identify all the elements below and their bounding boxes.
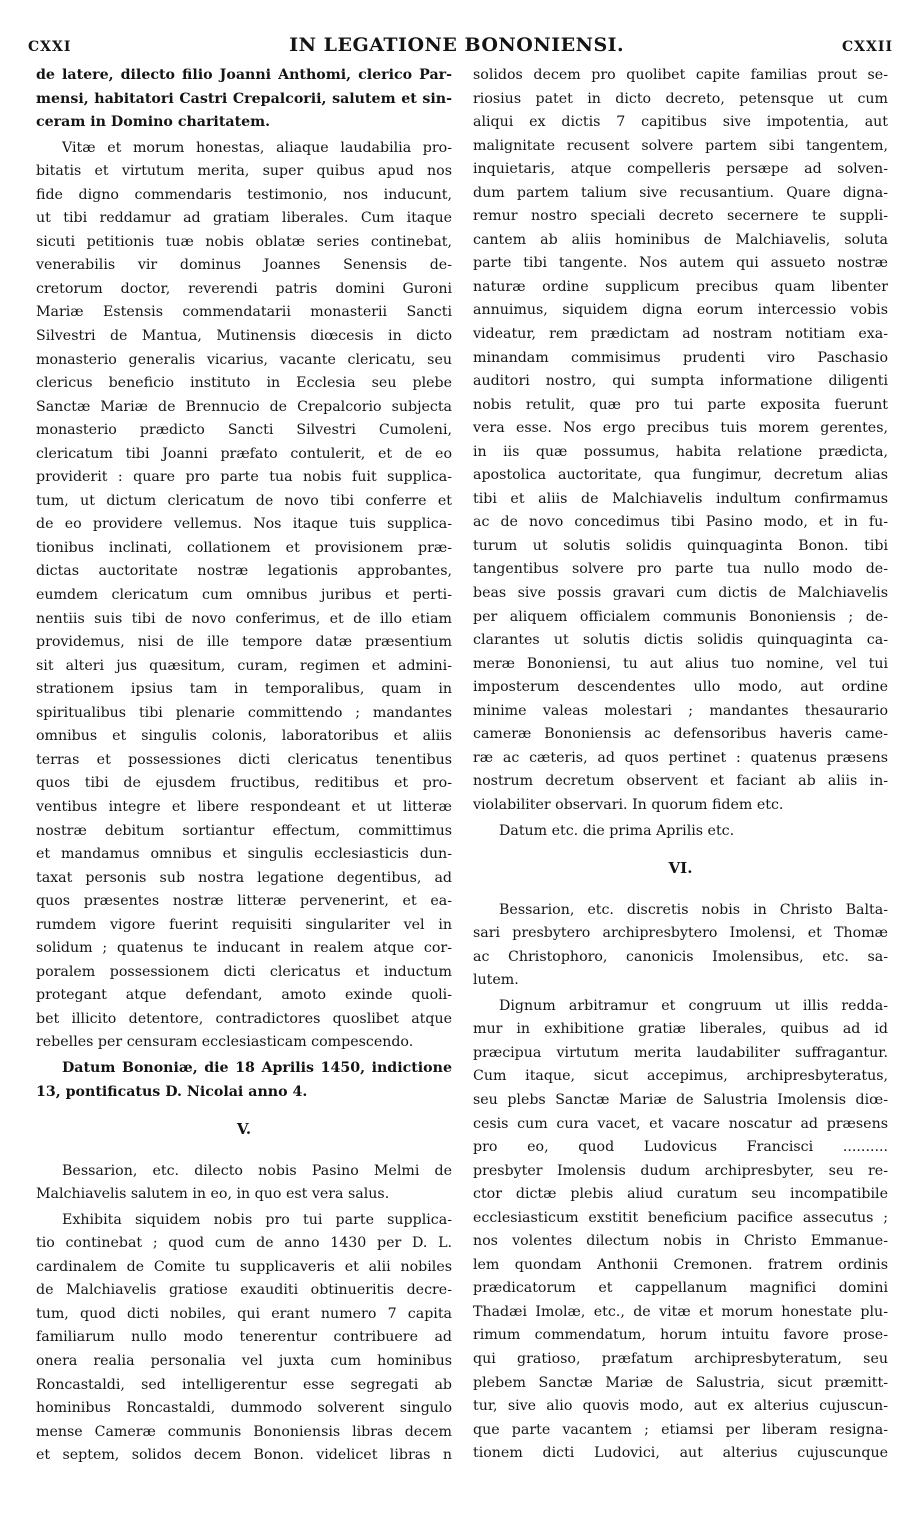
text-line: 13, pontificatus D. Nicolai anno 4. xyxy=(36,1083,308,1100)
text-line: naturæ ordine supplicum precibus quam libenter xyxy=(473,278,888,295)
paragraph xyxy=(473,899,888,993)
text-line: ecclesiasticum exstitit beneficium pacifice assecutus ; xyxy=(473,1209,888,1226)
text-line: solidos decem pro quolibet capite familias prout se- xyxy=(473,67,888,83)
text-line: Mariæ Estensis commendatarii monasterii Sancti xyxy=(36,304,452,321)
text-line: que parte vacantem ; etiamsi per liberam resigna- xyxy=(473,1421,888,1438)
text-line: Silvestri de Mantua, Mutinensis diœcesis in dicto xyxy=(36,328,452,345)
text-line: bitatis et virtutum merita, super quibus apud nos xyxy=(36,163,452,180)
text-line: prædicatorum et cappellanum magnifici domini xyxy=(473,1280,888,1297)
text-line: ut tibi reddamur ad gratiam liberales. Cum itaque xyxy=(36,210,452,227)
text-line: sari presbytero archipresbytero Imolensi, et Thomæ xyxy=(473,925,888,942)
text-line: beas sive possis gravari cum dictis de Malchiavelis xyxy=(473,585,888,602)
text-line: tio continebat ; quod cum de anno 1430 per D. L. xyxy=(36,1235,452,1252)
text-line: cretorum doctor, reverendi patris domini Guroni xyxy=(36,280,452,297)
text-line: Exhibita siquidem nobis pro tui parte supplica- xyxy=(62,1211,452,1228)
section-number: V. xyxy=(236,1120,252,1139)
text-line: familiarum nullo modo tenerentur contribuere ad xyxy=(36,1329,452,1346)
text-line: Datum Bononiæ, die 18 Aprilis 1450, indictione xyxy=(62,1059,452,1076)
text-line: parte tibi tangente. Nos autem qui assueto nostræ xyxy=(473,255,888,272)
text-line: hominibus Roncastaldi, dummodo solverent singulo xyxy=(36,1400,452,1417)
text-line: minandam commisimus prudenti viro Paschasio xyxy=(473,349,888,366)
text-line: de latere, dilecto filio Joanni Anthomi, clerico Par- xyxy=(36,67,452,83)
text-line: meræ Bononiensi, tu aut alius tuo nomine, vel tui xyxy=(473,655,888,672)
text-line: Malchiavelis salutem in eo, in quo est vera salus. xyxy=(36,1186,390,1203)
text-line: Bessarion, etc. discretis nobis in Christo Balta- xyxy=(499,901,888,918)
text-line: lem quondam Anthonii Cremonen. fratrem ordinis xyxy=(473,1256,888,1273)
right-column xyxy=(473,64,888,1468)
text-line: nostrum decretum observent et faciant ab aliis in- xyxy=(473,773,888,790)
page-folio-right: CXXII xyxy=(842,39,893,55)
text-line: Cum itaque, sicut accepimus, archipresbyteratus, xyxy=(473,1068,888,1085)
text-line: auditori nostro, qui sumpta informatione diligenti xyxy=(473,373,888,390)
text-line: pro eo, quod Ludovicus Francisci .......... xyxy=(473,1139,888,1156)
running-title: IN LEGATIONE BONONIENSI. xyxy=(289,34,625,56)
text-line: per aliquem officialem communis Bononiensis ; de- xyxy=(473,608,888,625)
paragraph xyxy=(36,137,452,1055)
text-line: de eo providere vellemus. Nos itaque tuis supplica- xyxy=(36,516,452,533)
text-line: turum ut solutis solidis quinquaginta Bonon. tibi xyxy=(473,537,888,554)
text-line: mur in exhibitione gratiæ liberales, quibus ad id xyxy=(473,1021,888,1038)
text-line: Roncastaldi, sed intelligerentur esse segregati ab xyxy=(36,1376,452,1393)
text-line: sicuti petitionis tuæ nobis oblatæ series continebat, xyxy=(36,233,452,250)
text-line: et mandamus omnibus et singulis ecclesiasticis dun- xyxy=(36,846,452,863)
paragraph xyxy=(473,64,888,818)
text-line: minime valeas molestari ; mandantes thesaurario xyxy=(473,702,888,719)
text-line: omnibus et singulis colonis, laboratoribus et aliis xyxy=(36,728,452,745)
section-number: VI. xyxy=(668,859,693,878)
text-line: ctor dictæ plebis aliud curatum seu incompatibile xyxy=(473,1186,888,1203)
text-line: Sanctæ Mariæ de Brennucio de Crepalcorio subjecta xyxy=(36,398,452,415)
text-line: monasterio prædicto Sancti Silvestri Cumoleni, xyxy=(36,422,452,439)
text-line: de Malchiavelis gratiose exauditi obtinueritis decre- xyxy=(36,1282,452,1299)
dateline xyxy=(36,1057,452,1104)
page-folio-left: CXXI xyxy=(28,39,72,55)
text-line: tangentibus solvere pro parte tua nullo modo de- xyxy=(473,561,888,578)
text-line: nobis retulit, quæ pro tui parte exposita fuerunt xyxy=(473,396,888,413)
text-line: monasterio generalis vicarius, vacante clericatu, seu xyxy=(36,351,452,368)
text-line: bet illicito detentore, contradictores quoslibet atque xyxy=(36,1010,452,1027)
text-line: cantem ab aliis hominibus de Malchiavelis, soluta xyxy=(473,231,888,248)
text-line: lutem. xyxy=(473,972,519,989)
text-line: cardinalem de Comite tu supplicaveris et alii nobiles xyxy=(36,1258,452,1275)
text-line: inquietaris, atque compelleris persæpe ad solven- xyxy=(473,161,888,178)
left-column xyxy=(36,64,452,1470)
text-line: rimum commendatum, horum intuitu favore prose- xyxy=(473,1327,888,1344)
text-line: sit alteri jus quæsitum, curam, regimen et admini- xyxy=(36,657,452,674)
text-line: providerit : quare pro parte tua nobis fuit supplica- xyxy=(36,469,452,486)
text-line: rumdem vigore fuerint requisiti singulariter vel in xyxy=(36,916,452,933)
text-line: eumdem clericatum cum omnibus juribus et perti- xyxy=(36,587,452,604)
text-line: riosius patet in dicto decreto, petensque ut cum xyxy=(473,90,888,107)
text-line: dum partem talium sive recusantium. Quare digna- xyxy=(473,184,888,201)
text-line: plebem Sanctæ Mariæ de Salustria, sicut præmitt- xyxy=(473,1374,888,1391)
text-line: ceram in Domino charitatem. xyxy=(36,114,271,131)
text-line: solidum ; quatenus te inducant in realem atque cor- xyxy=(36,940,452,957)
text-line: et septem, solidos decem Bonon. videlicet libras n xyxy=(36,1447,452,1464)
text-line: ac de novo concedimus tibi Pasino modo, et in fu- xyxy=(473,514,888,531)
text-line: clericus beneficio instituto in Ecclesia seu plebe xyxy=(36,375,452,392)
text-line: cesis cum cura vacet, et vacare noscatur ad præsens xyxy=(473,1115,888,1132)
text-line: nostræ debitum sortiantur effectum, committimus xyxy=(36,822,452,839)
text-line: dictas auctoritate nostræ legationis approbantes, xyxy=(36,563,452,580)
text-line: nentiis suis tibi de novo conferimus, et de illo etiam xyxy=(36,610,452,627)
text-line: Vitæ et morum honestas, aliaque laudabilia pro- xyxy=(62,139,452,156)
text-line: strationem ipsius tam in temporalibus, quam in xyxy=(36,681,452,698)
text-line: ventibus integre et libere respondeant et ut litteræ xyxy=(36,798,452,815)
text-line: quos tibi de ejusdem fructibus, reditibus et pro- xyxy=(36,775,452,792)
text-line: mense Cameræ communis Bononiensis libras decem xyxy=(36,1423,452,1440)
paragraph xyxy=(36,64,452,135)
text-line: tibi et aliis de Malchiavelis indultum confirmamus xyxy=(473,490,888,507)
text-line: venerabilis vir dominus Joannes Senensis de- xyxy=(36,257,452,274)
text-line: annuimus, siquidem digna eorum intercessio vobis xyxy=(473,302,888,319)
text-line: præcipua virtutum merita laudabiliter suffragantur. xyxy=(473,1044,888,1061)
text-line: poralem possessionem dicti clericatus et inductum xyxy=(36,963,452,980)
text-line: qui gratioso, præfatum archipresbyteratum, seu xyxy=(473,1350,888,1367)
paragraph xyxy=(36,1160,452,1207)
running-header xyxy=(28,34,893,60)
text-line: clericatum tibi Joanni præfato contulerit, et de eo xyxy=(36,445,452,462)
dateline xyxy=(473,820,888,844)
paragraph xyxy=(36,1209,452,1468)
paragraph xyxy=(473,995,888,1466)
text-line: imposterum descendentes ullo modo, aut ordine xyxy=(473,679,888,696)
text-line: videatur, rem prædictam ad nostram notitiam exa- xyxy=(473,326,888,343)
text-line: tum, ut dictum clericatum de novo tibi conferre et xyxy=(36,492,452,509)
text-line: onera realia personalia vel juxta cum hominibus xyxy=(36,1352,452,1369)
text-line: presbyter Imolensis dudum archipresbyter, seu re- xyxy=(473,1162,888,1179)
text-line: tur, sive alio quovis modo, aut ex alterius cujuscun- xyxy=(473,1398,888,1415)
text-line: tionibus inclinati, collationem et provisionem præ- xyxy=(36,539,452,556)
text-line: cameræ Bononiensis ac defensoribus haveris came- xyxy=(473,726,888,743)
text-line: rebelles per censuram ecclesiasticam compescendo. xyxy=(36,1034,414,1051)
text-line: terras et possessiones dicti clericatus tenentibus xyxy=(36,751,452,768)
text-line: ræ ac cæteris, ad quos pertinet : quatenus præsens xyxy=(473,749,888,766)
text-line: providemus, nisi de ille tempore datæ præsentium xyxy=(36,634,452,651)
text-line: fide digno commendaris testimonio, nos inducunt, xyxy=(36,186,452,203)
text-line: apostolica auctoritate, qua fungimur, decretum alias xyxy=(473,467,888,484)
text-line: protegant atque defendant, amoto exinde quoli- xyxy=(36,987,452,1004)
text-line: violabiliter observari. In quorum fidem etc. xyxy=(473,796,784,813)
text-line: malignitate recusent solvere partem sibi tangentem, xyxy=(473,137,888,154)
text-line: nos volentes dilectum nobis in Christo Emmanue- xyxy=(473,1233,888,1250)
text-line: clarantes ut solutis dictis solidis quinquaginta ca- xyxy=(473,632,888,649)
text-line: remur nostro speciali decreto secernere te suppli- xyxy=(473,208,888,225)
text-line: seu plebs Sanctæ Mariæ de Salustria Imolensis diœ- xyxy=(473,1091,888,1108)
text-line: ac Christophoro, canonicis Imolensibus, etc. sa- xyxy=(473,948,888,965)
text-line: in iis quæ possumus, habita relatione prædicta, xyxy=(473,443,888,460)
text-line: tionem dicti Ludovici, aut alterius cujuscunque xyxy=(473,1445,888,1462)
text-line: taxat personis sub nostra legatione degentibus, ad xyxy=(36,869,452,886)
text-line: quos præsentes nostræ litteræ pervenerint, et ea- xyxy=(36,893,452,910)
text-line: Thadæi Imolæ, etc., de vitæ et morum honestate plu- xyxy=(473,1303,888,1320)
text-line: Dignum arbitramur et congruum ut illis redda- xyxy=(499,997,888,1014)
text-line: aliqui ex dictis 7 capitibus sive impotentia, aut xyxy=(473,114,888,131)
text-line: Bessarion, etc. dilecto nobis Pasino Melmi de xyxy=(62,1162,452,1179)
text-line: Datum etc. die prima Aprilis etc. xyxy=(499,822,735,839)
text-line: mensi, habitatori Castri Crepalcorii, salutem et sin- xyxy=(36,90,452,107)
text-line: vera esse. Nos ergo precibus tuis morem gerentes, xyxy=(473,420,888,437)
text-line: tum, quod dicti nobiles, qui erant numero 7 capita xyxy=(36,1305,452,1322)
text-line: spiritualibus tibi plenarie committendo ; mandantes xyxy=(36,704,452,721)
